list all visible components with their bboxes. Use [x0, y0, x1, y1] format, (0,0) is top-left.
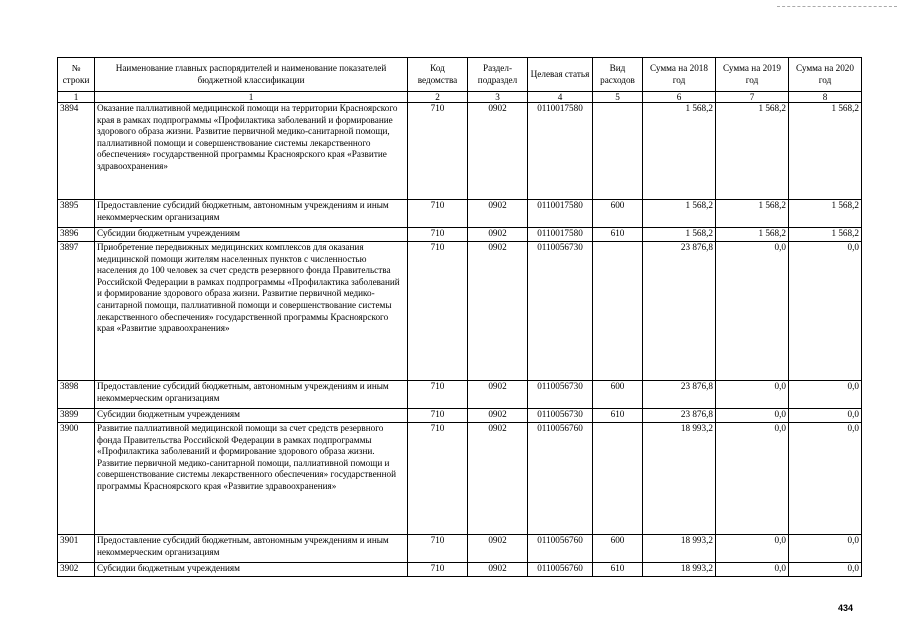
- table-row: [58, 200, 862, 228]
- row-sum-2019: 0,0: [716, 423, 789, 535]
- column-number: 1: [58, 92, 95, 103]
- row-type: 600: [593, 200, 643, 228]
- row-name: Развитие паллиативной медицинской помощи за счет средств резервного фонда Правительства Российской Федерации в рамках подпрограммы «Профилактика заболеваний и формирование здорового образа жизни. Развитие первичной медико-санитарной помощи, паллиативной помощи и совершенствование системы лекарственного обеспечения» государственной программы Красноярского края «Развитие здравоохранения»: [95, 423, 408, 535]
- row-type: 610: [593, 409, 643, 423]
- row-sum-2018: 18 993,2: [643, 423, 716, 535]
- row-number: 3898: [58, 381, 95, 409]
- row-dept: 710: [408, 228, 468, 242]
- row-name: Оказание паллиативной медицинской помощи на территории Красноярского края в рамках подпрограммы «Профилактика заболеваний и формирование здорового образа жизни. Развитие первичной медико-санитарной помощи, паллиативной помощи и совершенствование системы лекарственного обеспечения» государственной программы Красноярского края «Развитие здравоохранения»: [95, 103, 408, 200]
- row-dept: 710: [408, 381, 468, 409]
- row-sum-2019: 0,0: [716, 242, 789, 381]
- row-section: 0902: [468, 242, 528, 381]
- row-sum-2018: 18 993,2: [643, 535, 716, 563]
- column-number: 4: [528, 92, 593, 103]
- row-number: 3900: [58, 423, 95, 535]
- row-target: 0110056760: [528, 535, 593, 563]
- row-target: 0110056760: [528, 423, 593, 535]
- row-dept: 710: [408, 200, 468, 228]
- row-sum-2020: 0,0: [789, 381, 862, 409]
- row-target: 0110017580: [528, 228, 593, 242]
- row-target: 0110017580: [528, 103, 593, 200]
- row-sum-2019: 1 568,2: [716, 228, 789, 242]
- table-row: [58, 535, 862, 563]
- row-sum-2018: 23 876,8: [643, 381, 716, 409]
- row-section: 0902: [468, 409, 528, 423]
- row-sum-2019: 0,0: [716, 535, 789, 563]
- row-dept: 710: [408, 409, 468, 423]
- table-row: [58, 381, 862, 409]
- row-type: [593, 423, 643, 535]
- row-name: Приобретение передвижных медицинских комплексов для оказания медицинской помощи жителям населенных пунктов с численностью населения до 100 человек за счет средств резервного фонда Правительства Российской Федерации в рамках подпрограммы «Профилактика заболеваний и формирование здорового образа жизни. Развитие первичной медико-санитарной помощи, паллиативной помощи и совершенствование системы лекарственного обеспечения» государственной программы Красноярского края «Развитие здравоохранения»: [95, 242, 408, 381]
- row-sum-2019: 1 568,2: [716, 200, 789, 228]
- row-section: 0902: [468, 103, 528, 200]
- row-number: 3895: [58, 200, 95, 228]
- column-number: 5: [593, 92, 643, 103]
- row-section: 0902: [468, 423, 528, 535]
- column-number: 2: [408, 92, 468, 103]
- column-number: 7: [716, 92, 789, 103]
- table-row: [58, 423, 862, 535]
- column-number: 3: [468, 92, 528, 103]
- row-sum-2018: 23 876,8: [643, 409, 716, 423]
- row-target: 0110056730: [528, 242, 593, 381]
- row-type: 600: [593, 381, 643, 409]
- row-type: [593, 103, 643, 200]
- header-sum-2018: Сумма на 2018 год: [643, 58, 716, 92]
- row-section: 0902: [468, 535, 528, 563]
- row-type: 600: [593, 535, 643, 563]
- table-row: [58, 242, 862, 381]
- row-sum-2018: 23 876,8: [643, 242, 716, 381]
- budget-table: [57, 57, 862, 577]
- row-name: Субсидии бюджетным учреждениям: [95, 228, 408, 242]
- row-dept: 710: [408, 423, 468, 535]
- column-number-row: [58, 92, 862, 103]
- row-target: 0110056730: [528, 409, 593, 423]
- header-row: [58, 58, 862, 92]
- row-name: Субсидии бюджетным учреждениям: [95, 409, 408, 423]
- row-name: Предоставление субсидий бюджетным, автономным учреждениям и иным некоммерческим организациям: [95, 200, 408, 228]
- row-type: 610: [593, 563, 643, 577]
- header-sum-2020: Сумма на 2020 год: [789, 58, 862, 92]
- row-number: 3897: [58, 242, 95, 381]
- row-type: 610: [593, 228, 643, 242]
- row-dept: 710: [408, 242, 468, 381]
- row-sum-2020: 0,0: [789, 409, 862, 423]
- header-sum-2019: Сумма на 2019 год: [716, 58, 789, 92]
- row-target: 0110017580: [528, 200, 593, 228]
- header-name: Наименование главных распорядителей и наименование показателей бюджетной классификации: [95, 58, 408, 92]
- row-dept: 710: [408, 103, 468, 200]
- row-sum-2020: 0,0: [789, 563, 862, 577]
- row-sum-2018: 1 568,2: [643, 200, 716, 228]
- column-number: 8: [789, 92, 862, 103]
- header-section: Раздел-подраздел: [468, 58, 528, 92]
- row-sum-2019: 0,0: [716, 563, 789, 577]
- row-sum-2018: 1 568,2: [643, 228, 716, 242]
- row-section: 0902: [468, 200, 528, 228]
- row-sum-2020: 0,0: [789, 535, 862, 563]
- header-dept-code: Код ведомства: [408, 58, 468, 92]
- row-section: 0902: [468, 228, 528, 242]
- row-sum-2020: 1 568,2: [789, 103, 862, 200]
- row-name: Предоставление субсидий бюджетным, автономным учреждениям и иным некоммерческим организациям: [95, 535, 408, 563]
- row-sum-2020: 0,0: [789, 242, 862, 381]
- page-number: 434: [837, 603, 853, 613]
- column-number: 6: [643, 92, 716, 103]
- table-row: [58, 409, 862, 423]
- row-sum-2019: 0,0: [716, 409, 789, 423]
- row-dept: 710: [408, 535, 468, 563]
- header-row-no: № строки: [58, 58, 95, 92]
- row-sum-2020: 1 568,2: [789, 228, 862, 242]
- header-exp-type: Вид расходов: [593, 58, 643, 92]
- row-name: Субсидии бюджетным учреждениям: [95, 563, 408, 577]
- top-rule: [777, 6, 897, 7]
- header-target: Целевая статья: [528, 58, 593, 92]
- row-number: 3896: [58, 228, 95, 242]
- row-sum-2019: 1 568,2: [716, 103, 789, 200]
- row-name: Предоставление субсидий бюджетным, автономным учреждениям и иным некоммерческим организациям: [95, 381, 408, 409]
- row-sum-2018: 1 568,2: [643, 103, 716, 200]
- row-target: 0110056760: [528, 563, 593, 577]
- row-sum-2018: 18 993,2: [643, 563, 716, 577]
- row-number: 3901: [58, 535, 95, 563]
- row-number: 3894: [58, 103, 95, 200]
- table-row: [58, 228, 862, 242]
- row-sum-2020: 0,0: [789, 423, 862, 535]
- row-number: 3899: [58, 409, 95, 423]
- row-sum-2020: 1 568,2: [789, 200, 862, 228]
- table-row: [58, 103, 862, 200]
- row-sum-2019: 0,0: [716, 381, 789, 409]
- row-section: 0902: [468, 381, 528, 409]
- row-target: 0110056730: [528, 381, 593, 409]
- column-number: 1: [95, 92, 408, 103]
- row-type: [593, 242, 643, 381]
- row-dept: 710: [408, 563, 468, 577]
- row-section: 0902: [468, 563, 528, 577]
- row-number: 3902: [58, 563, 95, 577]
- table-row: [58, 563, 862, 577]
